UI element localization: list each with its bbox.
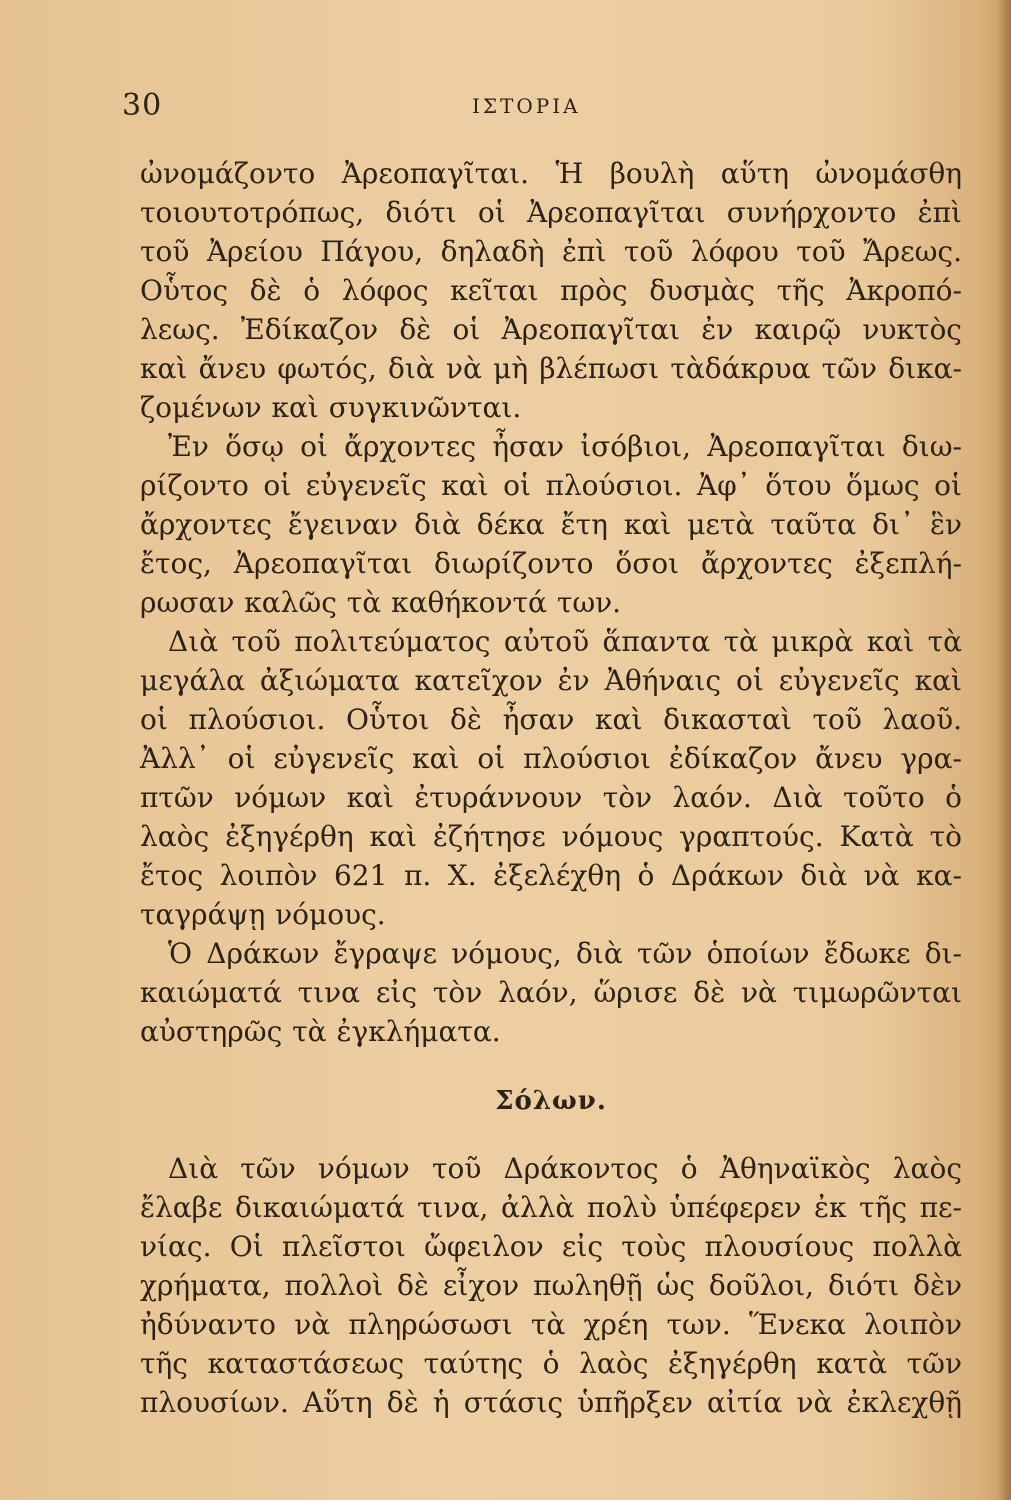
text-line: Διὰ τοῦ πολιτεύματος αὐτοῦ ἅπαντα τὰ μικρὰ καὶ τὰ [168, 625, 962, 658]
text-line: καιώματά τινα εἰς τὸν λαόν, ὥρισε δὲ νὰ τιμωρῶνται [140, 976, 962, 1009]
text-line: Ὁ Δράκων ἔγραψε νόμους, διὰ τῶν ὁποίων ἔδωκε δι- [168, 937, 962, 970]
text-line: ὠνομάζοντο Ἀρεοπαγῖται. Ἡ βουλὴ αὕτη ὠνομάσθη [140, 157, 962, 190]
text-line: τοιουτοτρόπως, διότι οἱ Ἀρεοπαγῖται συνήρχοντο ἐπὶ [140, 196, 962, 229]
text-line: λεως. Ἐδίκαζον δὲ οἱ Ἀρεοπαγῖται ἐν καιρῷ νυκτὸς [140, 313, 962, 346]
text-line: πτῶν νόμων καὶ ἐτυράννουν τὸν λαόν. Διὰ τοῦτο ὁ [140, 781, 962, 814]
text-line: νίας. Οἱ πλεῖστοι ὤφειλον εἰς τοὺς πλουσίους πολλὰ [140, 1230, 962, 1263]
running-head: ΙΣΤΟΡΙΑ [472, 94, 581, 118]
text-line: ρίζοντο οἱ εὐγενεῖς καὶ οἱ πλούσιοι. Ἀφ᾽ ὅτου ὅμως οἱ [140, 469, 962, 502]
text-line: καὶ ἄνευ φωτός, διὰ νὰ μὴ βλέπωσι τὰδάκρυα τῶν δικα- [140, 352, 962, 385]
text-line: λαὸς ἐξηγέρθη καὶ ἐζήτησε νόμους γραπτούς. Κατὰ τὸ [140, 820, 962, 853]
text-line: τῆς καταστάσεως ταύτης ὁ λαὸς ἐξηγέρθη κατὰ τῶν [140, 1347, 962, 1380]
text-line: τοῦ Ἀρείου Πάγου, δηλαδὴ ἐπὶ τοῦ λόφου τοῦ Ἄρεως. [140, 235, 962, 268]
text-line: Οὗτος δὲ ὁ λόφος κεῖται πρὸς δυσμὰς τῆς Ἀκροπό- [140, 274, 962, 307]
text-line: πλουσίων. Αὕτη δὲ ἡ στάσις ὑπῆρξεν αἰτία νὰ ἐκλεχθῇ [140, 1386, 962, 1419]
text-line: ἠδύναντο νὰ πληρώσωσι τὰ χρέη των. Ἕνεκα λοιπὸν [140, 1308, 962, 1341]
text-line: Ἀλλ᾽ οἱ εὐγενεῖς καὶ οἱ πλούσιοι ἐδίκαζον ἄνευ γρα- [140, 742, 962, 775]
text-line: Διὰ τῶν νόμων τοῦ Δράκοντος ὁ Ἀθηναϊκὸς λαὸς [168, 1152, 962, 1185]
text-line: οἱ πλούσιοι. Οὗτοι δὲ ἦσαν καὶ δικασταὶ τοῦ λαοῦ. [140, 703, 962, 736]
section-heading: Σόλων. [495, 1086, 607, 1116]
text-line: ἔτος λοιπὸν 621 π. Χ. ἐξελέχθη ὁ Δράκων διὰ νὰ κα- [140, 859, 962, 892]
body-text [140, 154, 962, 1422]
text-line: ρωσαν καλῶς τὰ καθήκοντά των. [140, 586, 622, 619]
page-edge-shadow [997, 0, 1011, 1500]
text-line: μεγάλα ἀξιώματα κατεῖχον ἐν Ἀθήναις οἱ εὐγενεῖς καὶ [140, 664, 962, 697]
text-line: Ἐν ὅσῳ οἱ ἄρχοντες ἦσαν ἰσόβιοι, Ἀρεοπαγῖται διω- [168, 430, 962, 463]
text-line: αὐστηρῶς τὰ ἐγκλήματα. [140, 1015, 501, 1048]
text-line: ταγράψῃ νόμους. [140, 898, 386, 931]
page-number: 30 [122, 88, 163, 123]
text-line: χρήματα, πολλοὶ δὲ εἶχον πωληθῇ ὡς δοῦλοι, διότι δὲν [140, 1269, 962, 1302]
text-line: ἔλαβε δικαιώματά τινα, ἀλλὰ πολὺ ὑπέφερεν ἐκ τῆς πε- [140, 1191, 962, 1224]
text-line: ζομένων καὶ συγκινῶνται. [140, 391, 522, 424]
text-line: ἄρχοντες ἔγειναν διὰ δέκα ἔτη καὶ μετὰ ταῦτα δι᾽ ἓν [140, 508, 962, 541]
text-line: ἔτος, Ἀρεοπαγῖται διωρίζοντο ὅσοι ἄρχοντες ἐξεπλή- [140, 547, 962, 580]
page-header [122, 88, 962, 132]
